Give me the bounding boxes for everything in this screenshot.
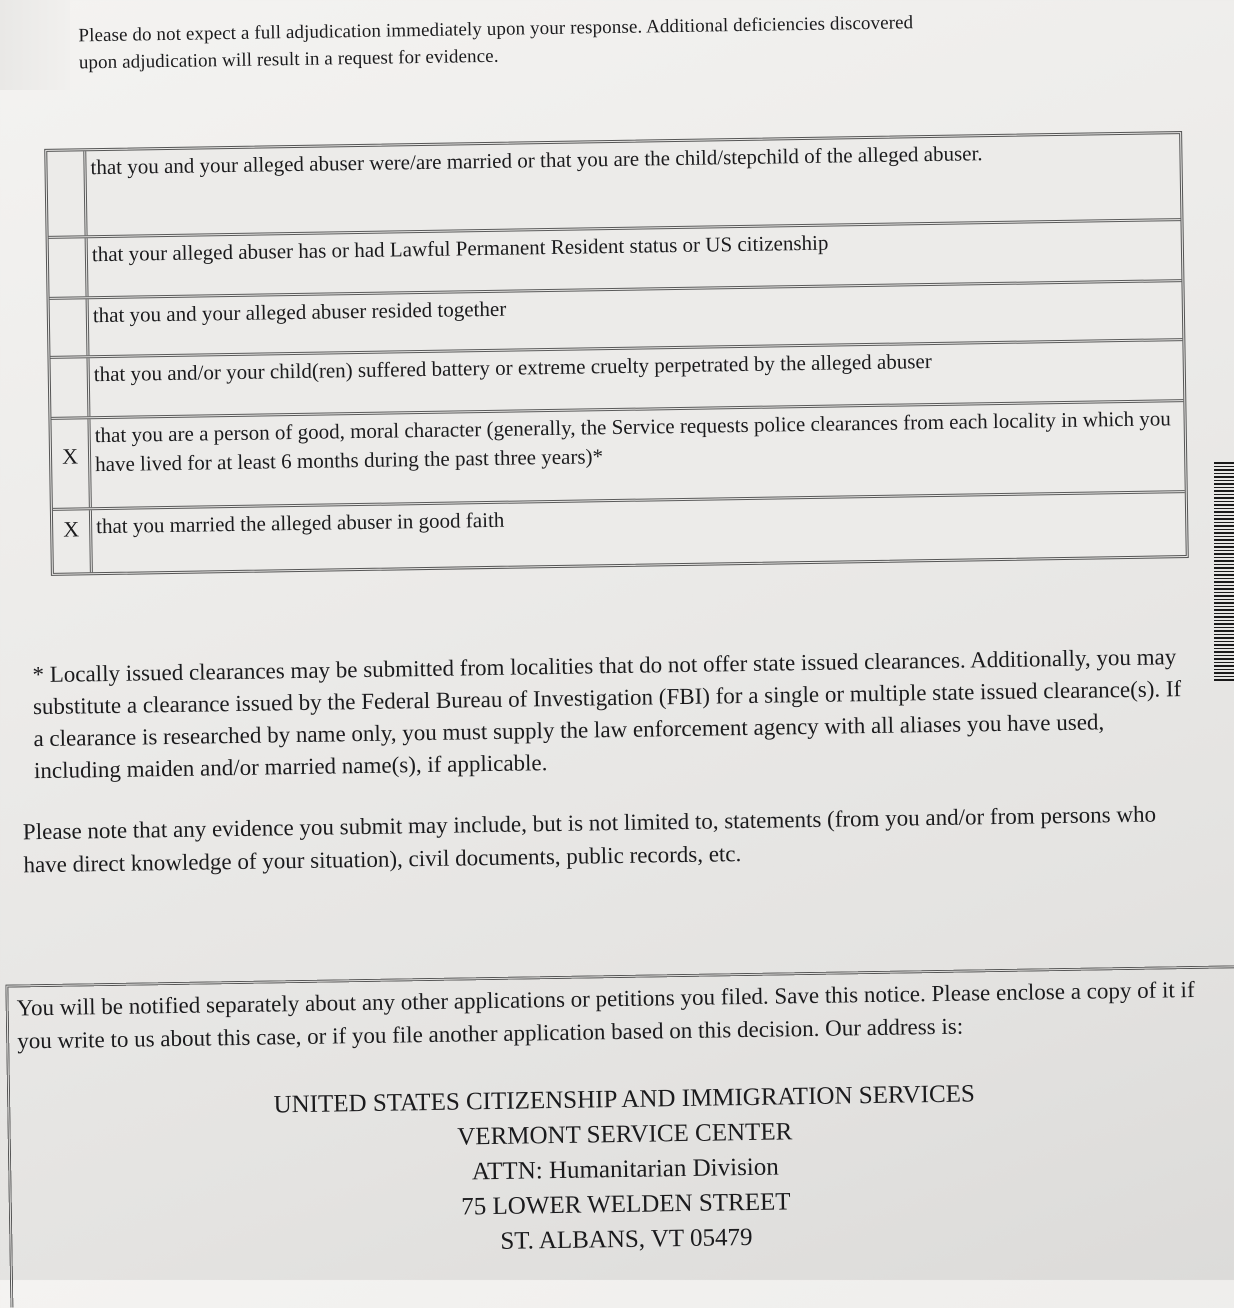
address-line: VERMONT SERVICE CENTER <box>457 1118 793 1151</box>
checkbox <box>49 238 89 297</box>
address-line: ATTN: Humanitarian Division <box>471 1153 779 1186</box>
intro-line-1: Please do not expect a full adjudication immediately upon your response. Additional deficiencies discovered <box>78 12 914 47</box>
address-line: UNITED STATES CITIZENSHIP AND IMMIGRATION SERVICES <box>273 1080 976 1119</box>
checklist-item-text: that your alleged abuser has or had Lawful Permanent Resident status or US citizenship <box>91 230 829 267</box>
address-line: ST. ALBANS, VT 05479 <box>500 1223 753 1255</box>
address-line: 75 LOWER WELDEN STREET <box>460 1188 791 1221</box>
mailing-address <box>10 1072 1234 1266</box>
checklist-item-text: that you and your alleged abuser were/are married or that you are the child/stepchild of the alleged abuser. <box>90 141 983 180</box>
clearance-footnote: * Locally issued clearances may be submitted from localities that do not offer state issued clearances. Additionally, you may substitute a clearance issued by the Federal Bureau of Investigation (FBI) for a single or multiple state issued clearance(s). If a clearance is researched by name only, you must supply the law enforcement agency with all aliases you have used, including maiden and/or married name(s), if applicable. <box>32 644 1182 784</box>
checkbox-checked: X <box>53 510 93 573</box>
intro-paragraph <box>78 5 1159 76</box>
checklist-row <box>51 402 1184 511</box>
intro-line-2: upon adjudication will result in a request for evidence. <box>78 45 499 74</box>
checkbox <box>50 299 90 356</box>
checklist-item-text: that you are a person of good, moral character (generally, the Service requests police clearances from each locality in which you have lived for at least 6 months during the past three years)* <box>94 406 1171 477</box>
checklist-item-text: that you and/or your child(ren) suffered battery or extreme cruelty perpetrated by the alleged abuser <box>93 349 932 387</box>
checkbox <box>47 151 87 236</box>
checkbox <box>51 358 91 417</box>
evidence-note: Please note that any evidence you submit may include, but is not limited to, statements (from you and/or from persons who have direct knowledge of your situation), civil documents, public records, etc. <box>22 801 1157 878</box>
checklist-item-text: that you and your alleged abuser resided together <box>92 296 507 328</box>
evidence-checklist <box>44 131 1189 576</box>
notice-text: You will be notified separately about any other applications or petitions you filed. Save this notice. Please enclose a copy of it if you write to us about this case, or if you file another application based on this decision. Our address is: <box>16 976 1195 1054</box>
checklist-item-text: that you married the alleged abuser in good faith <box>95 507 505 539</box>
notice-box <box>5 965 1234 1307</box>
checkbox-checked: X <box>51 419 91 508</box>
